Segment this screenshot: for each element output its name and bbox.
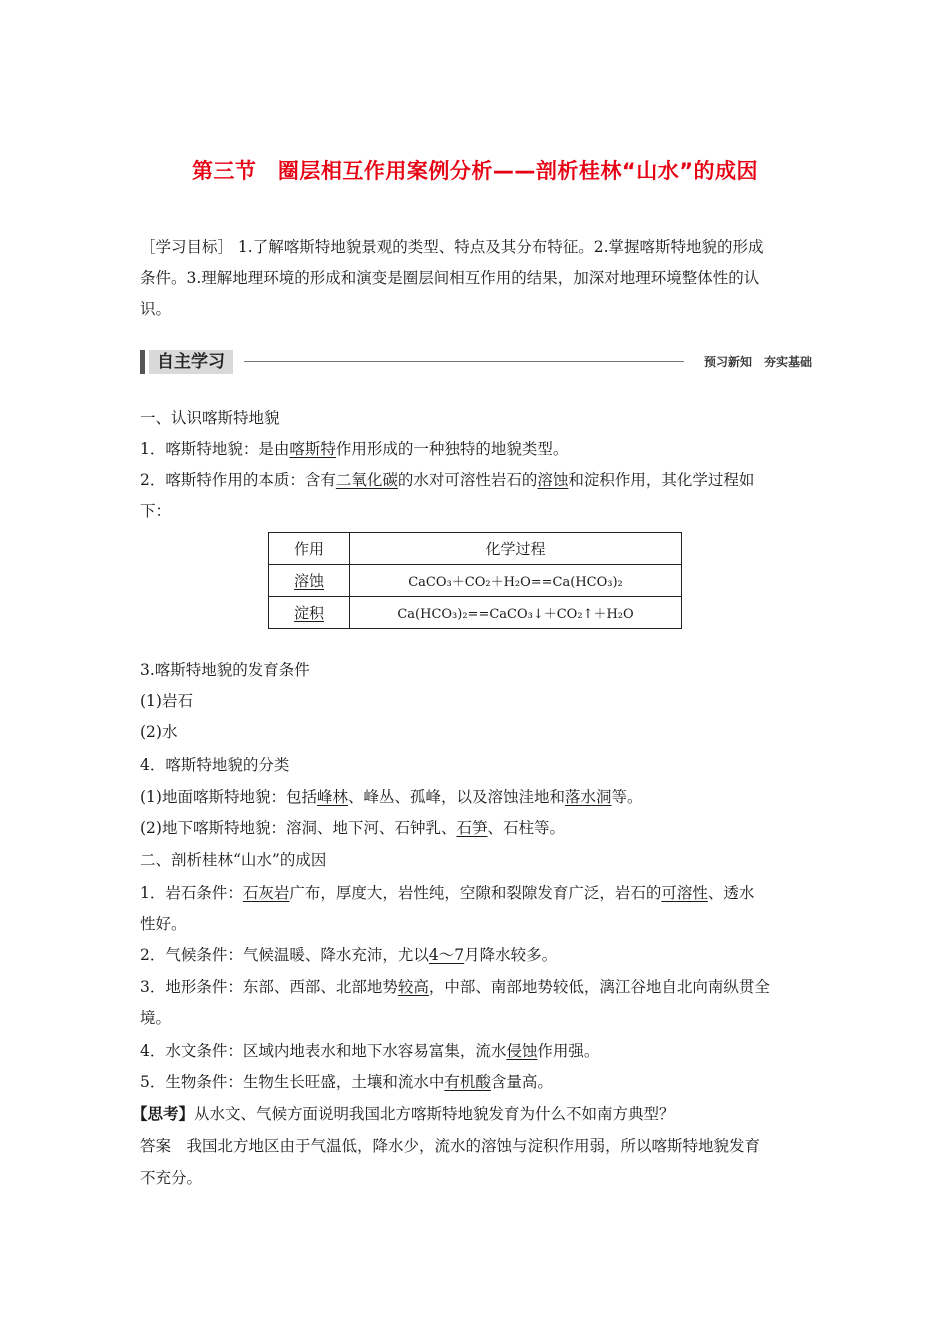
- text: 广布，厚度大，岩性纯，空隙和裂隙发育广泛，岩石的: [289, 884, 662, 902]
- part2-item3-cont: 境。: [140, 1009, 172, 1027]
- part2-item3: [140, 977, 770, 997]
- part1-item3-b: (2)水: [140, 723, 178, 741]
- part1-item1: [140, 439, 568, 459]
- think-answer-cont: 不充分。: [140, 1169, 203, 1187]
- section-header: [140, 346, 812, 378]
- text: (1)地面喀斯特地貌：包括: [140, 788, 317, 806]
- table-header-row: [269, 533, 682, 565]
- think-label: 【思考】: [132, 1104, 195, 1123]
- part2-item2: [140, 945, 557, 965]
- table-cell: Ca(HCO₃)₂==CaCO₃↓＋CO₂↑＋H₂O: [350, 597, 682, 629]
- table-cell: CaCO₃＋CO₂＋H₂O==Ca(HCO₃)₂: [350, 565, 682, 597]
- text: 、透水: [707, 884, 755, 902]
- part2-item1-cont: 性好。: [140, 915, 187, 933]
- part2-heading: 二、剖析桂林“山水”的成因: [140, 851, 327, 869]
- answer-blank: 侵蚀: [506, 1042, 538, 1060]
- text: 3．地形条件：东部、西部、北部地势: [140, 978, 398, 996]
- table-cell: [269, 597, 350, 629]
- part1-item4-b: [140, 818, 565, 838]
- text: 、峰丛、孤峰，以及溶蚀洼地和: [347, 788, 565, 806]
- answer-blank: 石灰岩: [242, 884, 290, 902]
- text: 4．水文条件：区域内地表水和地下水容易富集，流水: [140, 1042, 507, 1060]
- answer-blank: 较高: [397, 978, 429, 996]
- text: 1．喀斯特地貌：是由: [140, 440, 290, 458]
- text: 1．岩石条件：: [140, 884, 243, 902]
- part2-item4: [140, 1041, 599, 1061]
- objectives-line-2: 条件。3.理解地理环境的形成和演变是圈层间相互作用的结果，加深对地理环境整体性的认: [140, 269, 760, 287]
- text: 从水文、气候方面说明我国北方喀斯特地貌发育为什么不如南方典型？: [194, 1105, 675, 1123]
- text: 的水对可溶性岩石的: [397, 471, 538, 489]
- answer-blank: 可溶性: [661, 884, 708, 902]
- answer-blank: 溶蚀: [293, 572, 324, 590]
- part2-item5: [140, 1072, 553, 1092]
- part1-heading: 一、认识喀斯特地貌: [140, 409, 280, 427]
- section-subtitle: 预习新知 夯实基础: [703, 355, 812, 369]
- text: 作用强。: [537, 1042, 600, 1060]
- table-header-cell: 化学过程: [350, 533, 682, 565]
- objectives-line-1: ［学习目标］ 1.了解喀斯特地貌景观的类型、特点及其分布特征。2.掌握喀斯特地貌的形成: [140, 238, 764, 256]
- answer-blank: 淀积: [293, 604, 324, 622]
- section-label: 自主学习: [149, 350, 233, 374]
- part1-item2: [140, 470, 754, 490]
- part2-item1: [140, 883, 754, 903]
- section-marker: [140, 350, 145, 374]
- text: 等。: [611, 788, 643, 806]
- table-cell: [269, 565, 350, 597]
- answer-blank: 石笋: [456, 819, 488, 837]
- section-divider: [244, 361, 684, 362]
- part1-item3-heading: 3.喀斯特地貌的发育条件: [140, 661, 310, 679]
- answer-blank: 4～7: [428, 946, 465, 964]
- text: 含量高。: [490, 1073, 553, 1091]
- text: 2．喀斯特作用的本质：含有: [140, 471, 336, 489]
- part1-item4-a: [140, 787, 643, 807]
- text: ，中部、南部地势较低，漓江谷地自北向南纵贯全: [428, 978, 770, 996]
- text: 我国北方地区由于气温低，降水少，流水的溶蚀与淀积作用弱，所以喀斯特地貌发育: [186, 1137, 761, 1155]
- text: 和淀积作用，其化学过程如: [568, 471, 755, 489]
- page-title: 第三节 圈层相互作用案例分析——剖析桂林“山水”的成因: [191, 159, 759, 183]
- text: 月降水较多。: [464, 946, 558, 964]
- think-answer: [140, 1136, 760, 1156]
- answer-blank: 溶蚀: [537, 471, 569, 489]
- text: (2)地下喀斯特地貌：溶洞、地下河、石钟乳、: [140, 819, 457, 837]
- objectives-line-3: 识。: [140, 300, 172, 318]
- part1-item2-cont: 下：: [140, 502, 172, 520]
- answer-label: 答案: [140, 1137, 172, 1155]
- table-header-cell: 作用: [269, 533, 350, 565]
- answer-blank: 二氧化碳: [335, 471, 398, 489]
- text: 2．气候条件：气候温暖、降水充沛，尤以: [140, 946, 429, 964]
- answer-blank: 有机酸: [444, 1073, 491, 1091]
- chemistry-table: [268, 532, 682, 629]
- answer-blank: 峰林: [316, 788, 348, 806]
- text: 、石柱等。: [487, 819, 565, 837]
- think-question: [132, 1104, 675, 1124]
- table-row: [269, 597, 682, 629]
- part1-item3-a: (1)岩石: [140, 692, 193, 710]
- text: 作用形成的一种独特的地貌类型。: [335, 440, 569, 458]
- part1-item4-heading: 4．喀斯特地貌的分类: [140, 756, 290, 774]
- text: 5．生物条件：生物生长旺盛，土壤和流水中: [140, 1073, 445, 1091]
- answer-blank: 喀斯特: [289, 440, 336, 458]
- answer-blank: 落水洞: [565, 788, 612, 806]
- table-row: [269, 565, 682, 597]
